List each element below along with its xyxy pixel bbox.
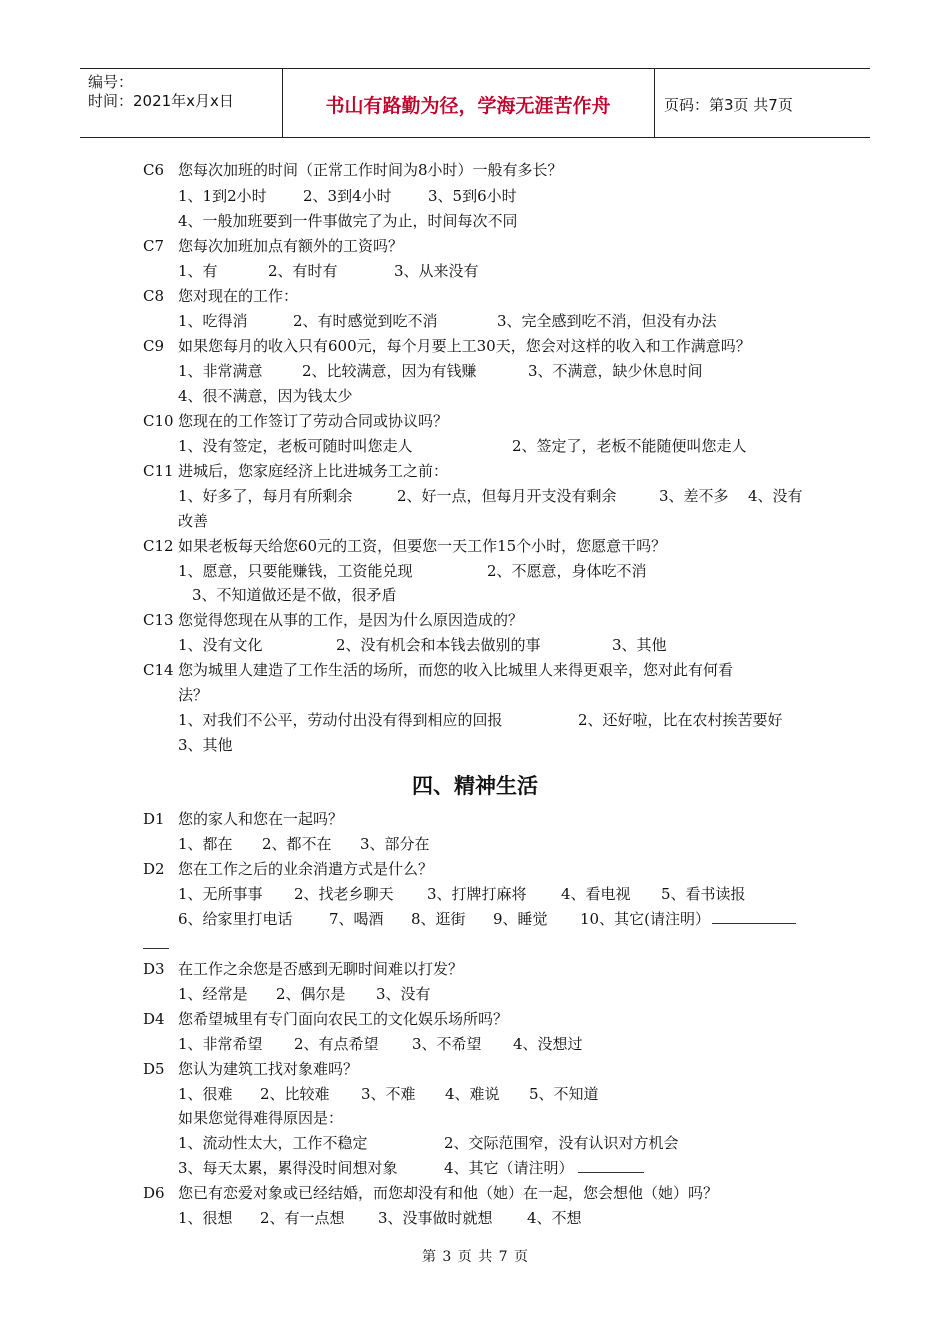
option: 9、睡觉 [493,910,548,928]
options-d2-row2 [178,909,796,929]
option: 3、不满意，缺少休息时间 [528,362,703,380]
option: 4、一般加班要到一件事做完了为止，时间每次不同 [178,212,518,230]
option: 1、很想 [178,1209,233,1227]
question-c14 [143,660,733,680]
option: 8、逛街 [411,910,466,928]
question-c11 [143,461,448,481]
option: 3、其他 [178,736,233,754]
option: 2、有时有 [268,262,338,280]
option: 1、流动性太大，工作不稳定 [178,1134,368,1152]
question-number: D2 [143,860,165,878]
options-d5-reasons-row2 [178,1158,644,1178]
question-text-continued: 法？ [178,686,209,704]
fill-in-blank[interactable] [578,1158,644,1173]
page-label: 页码：第3页 共7页 [664,96,793,114]
question-number: D3 [143,960,165,978]
option: 1、对我们不公平，劳动付出没有得到相应的回报 [178,711,503,729]
option: 3、不希望 [412,1035,482,1053]
question-text: 您认为建筑工找对象难吗？ [178,1060,359,1078]
question-text: 您在工作之后的业余消遣方式是什么？ [178,860,434,878]
option: 5、不知道 [529,1085,599,1103]
question-d6 [143,1183,718,1203]
option: 6、给家里打电话 [178,910,293,928]
option: 2、有点希望 [294,1035,379,1053]
options-c9 [178,361,703,381]
question-text: 如果您每月的收入只有600元，每个月要上工30天，您会对这样的收入和工作满意吗？ [178,337,751,355]
question-number: C10 [143,412,174,430]
option: 3、从来没有 [394,262,479,280]
question-number: C6 [143,161,165,179]
options-d5 [178,1084,599,1104]
question-text: 您每次加班的时间（正常工作时间为8小时）一般有多长？ [178,161,563,179]
option: 2、有一点想 [260,1209,345,1227]
option: 2、签定了，老板不能随便叫您走人 [512,437,747,455]
option: 3、部分在 [360,835,430,853]
footer-total-pages: 7 [498,1249,508,1265]
option: 1、经常是 [178,985,248,1003]
option: 2、有时感觉到吃不消 [293,312,438,330]
question-text: 您对现在的工作： [178,287,299,305]
header-left [88,73,234,111]
option: 3、其他 [612,636,667,654]
option: 1、1到2小时 [178,187,267,205]
option: 1、愿意，只要能赚钱，工资能兑现 [178,562,413,580]
question-text: 您现在的工作签订了劳动合同或协议吗？ [178,412,449,430]
question-c12 [143,536,666,556]
option: 2、还好啦，比在农村挨苦要好 [578,711,783,729]
option: 3、打牌打麻将 [427,885,527,903]
option: 2、好一点，但每月开支没有剩余 [397,487,617,505]
option: 4、难说 [445,1085,500,1103]
question-c6 [143,160,563,180]
options-c14 [178,710,783,730]
option: 1、没有文化 [178,636,263,654]
sub-question: 如果您觉得难得原因是： [178,1109,344,1127]
option: 1、非常满意 [178,362,263,380]
footer-page-number: 3 [442,1249,452,1265]
question-text: 您觉得您现在从事的工作，是因为什么原因造成的？ [178,611,524,629]
option: 3、每天太累，累得没时间想对象 [178,1159,398,1177]
fill-in-blank[interactable] [143,934,169,949]
question-text: 您希望城里有专门面向农民工的文化娱乐场所吗？ [178,1010,509,1028]
option: 3、完全感到吃不消，但没有办法 [497,312,717,330]
question-number: C13 [143,611,174,629]
question-number: D1 [143,810,165,828]
option: 3、5到6小时 [428,187,517,205]
option-continued: 改善 [178,512,209,530]
question-c13 [143,610,523,630]
options-c6 [178,186,517,206]
question-number: C8 [143,287,165,305]
question-d2 [143,859,433,879]
page-footer [0,1246,950,1266]
option: 4、不想 [527,1209,582,1227]
number-label: 编号： [88,73,134,91]
document-header [80,68,870,138]
options-d6 [178,1208,582,1228]
option: 2、比较满意，因为有钱赚 [302,362,477,380]
question-text: 您每次加班加点有额外的工资吗？ [178,237,404,255]
question-d3 [143,959,463,979]
question-c10 [143,411,448,431]
motto: 书山有路勤为径，学海无涯苦作舟 [325,95,611,117]
question-c8 [143,286,298,306]
option: 1、好多了，每月有所剩余 [178,487,353,505]
question-d5 [143,1059,358,1079]
option: 3、没有 [376,985,431,1003]
option: 1、很难 [178,1085,233,1103]
question-number: C14 [143,661,174,679]
options-d4 [178,1034,583,1054]
question-text: 您已有恋爱对象或已经结婚，而您却没有和他（她）在一起，您会想他（她）吗？ [178,1184,719,1202]
question-number: C12 [143,537,174,555]
option: 1、吃得消 [178,312,248,330]
footer-text: 共 [478,1249,493,1265]
option: 2、比较难 [260,1085,330,1103]
option: 4、其它（请注明） [444,1159,574,1177]
option: 2、找老乡聊天 [294,885,394,903]
option: 3、差不多 [659,487,729,505]
option: 1、有 [178,262,218,280]
option: 2、没有机会和本钱去做别的事 [336,636,541,654]
option: 2、都不在 [262,835,332,853]
options-c10 [178,436,747,456]
question-c9 [143,336,751,356]
options-d2-row1 [178,884,746,904]
option: 1、没有签定，老板可随时叫您走人 [178,437,413,455]
question-number: C9 [143,337,165,355]
option: 7、喝酒 [329,910,384,928]
fill-in-blank[interactable] [712,909,796,924]
options-c7 [178,261,479,281]
section-title: 四、精神生活 [412,774,538,798]
fill-in-blank-continued [143,934,169,954]
option: 5、看书读报 [661,885,746,903]
options-c8 [178,311,717,331]
question-d4 [143,1009,508,1029]
option: 2、3到4小时 [303,187,392,205]
option: 4、很不满意，因为钱太少 [178,387,353,405]
question-number: D5 [143,1060,165,1078]
option: 2、交际范围窄，没有认识对方机会 [444,1134,679,1152]
option: 2、偶尔是 [276,985,346,1003]
options-d1 [178,834,430,854]
option: 4、没想过 [513,1035,583,1053]
option: 3、不知道做还是不做，很矛盾 [192,586,397,604]
question-text: 在工作之余您是否感到无聊时间难以打发？ [178,960,464,978]
question-number: C7 [143,237,165,255]
question-text: 您为城里人建造了工作生活的场所，而您的收入比城里人来得更艰辛，您对此有何看 [178,661,734,679]
option: 1、无所事事 [178,885,263,903]
question-d1 [143,809,343,829]
footer-text: 第 [421,1249,436,1265]
question-text: 如果老板每天给您60元的工资，但要您一天工作15个小时，您愿意干吗？ [178,537,667,555]
option: 4、看电视 [561,885,631,903]
header-divider [654,69,655,137]
question-text: 您的家人和您在一起吗？ [178,810,344,828]
question-number: D4 [143,1010,165,1028]
options-d3 [178,984,431,1004]
option: 4、没有 [748,487,803,505]
question-text: 进城后，您家庭经济上比进城务工之前： [178,462,449,480]
date-label: 时间：2021年x月x日 [88,92,234,110]
footer-text: 页 [457,1249,472,1265]
option: 3、没事做时就想 [378,1209,493,1227]
option: 1、非常希望 [178,1035,263,1053]
option: 2、不愿意，身体吃不消 [487,562,647,580]
question-number: C11 [143,462,174,480]
option: 3、不难 [361,1085,416,1103]
footer-text: 页 [514,1249,529,1265]
options-d5-reasons-row1 [178,1133,679,1153]
option: 1、都在 [178,835,233,853]
question-c7 [143,236,403,256]
question-number: D6 [143,1184,165,1202]
options-c12 [178,561,647,581]
options-c11 [178,486,803,506]
option: 10、其它(请注明） [580,910,710,928]
options-c13 [178,635,667,655]
